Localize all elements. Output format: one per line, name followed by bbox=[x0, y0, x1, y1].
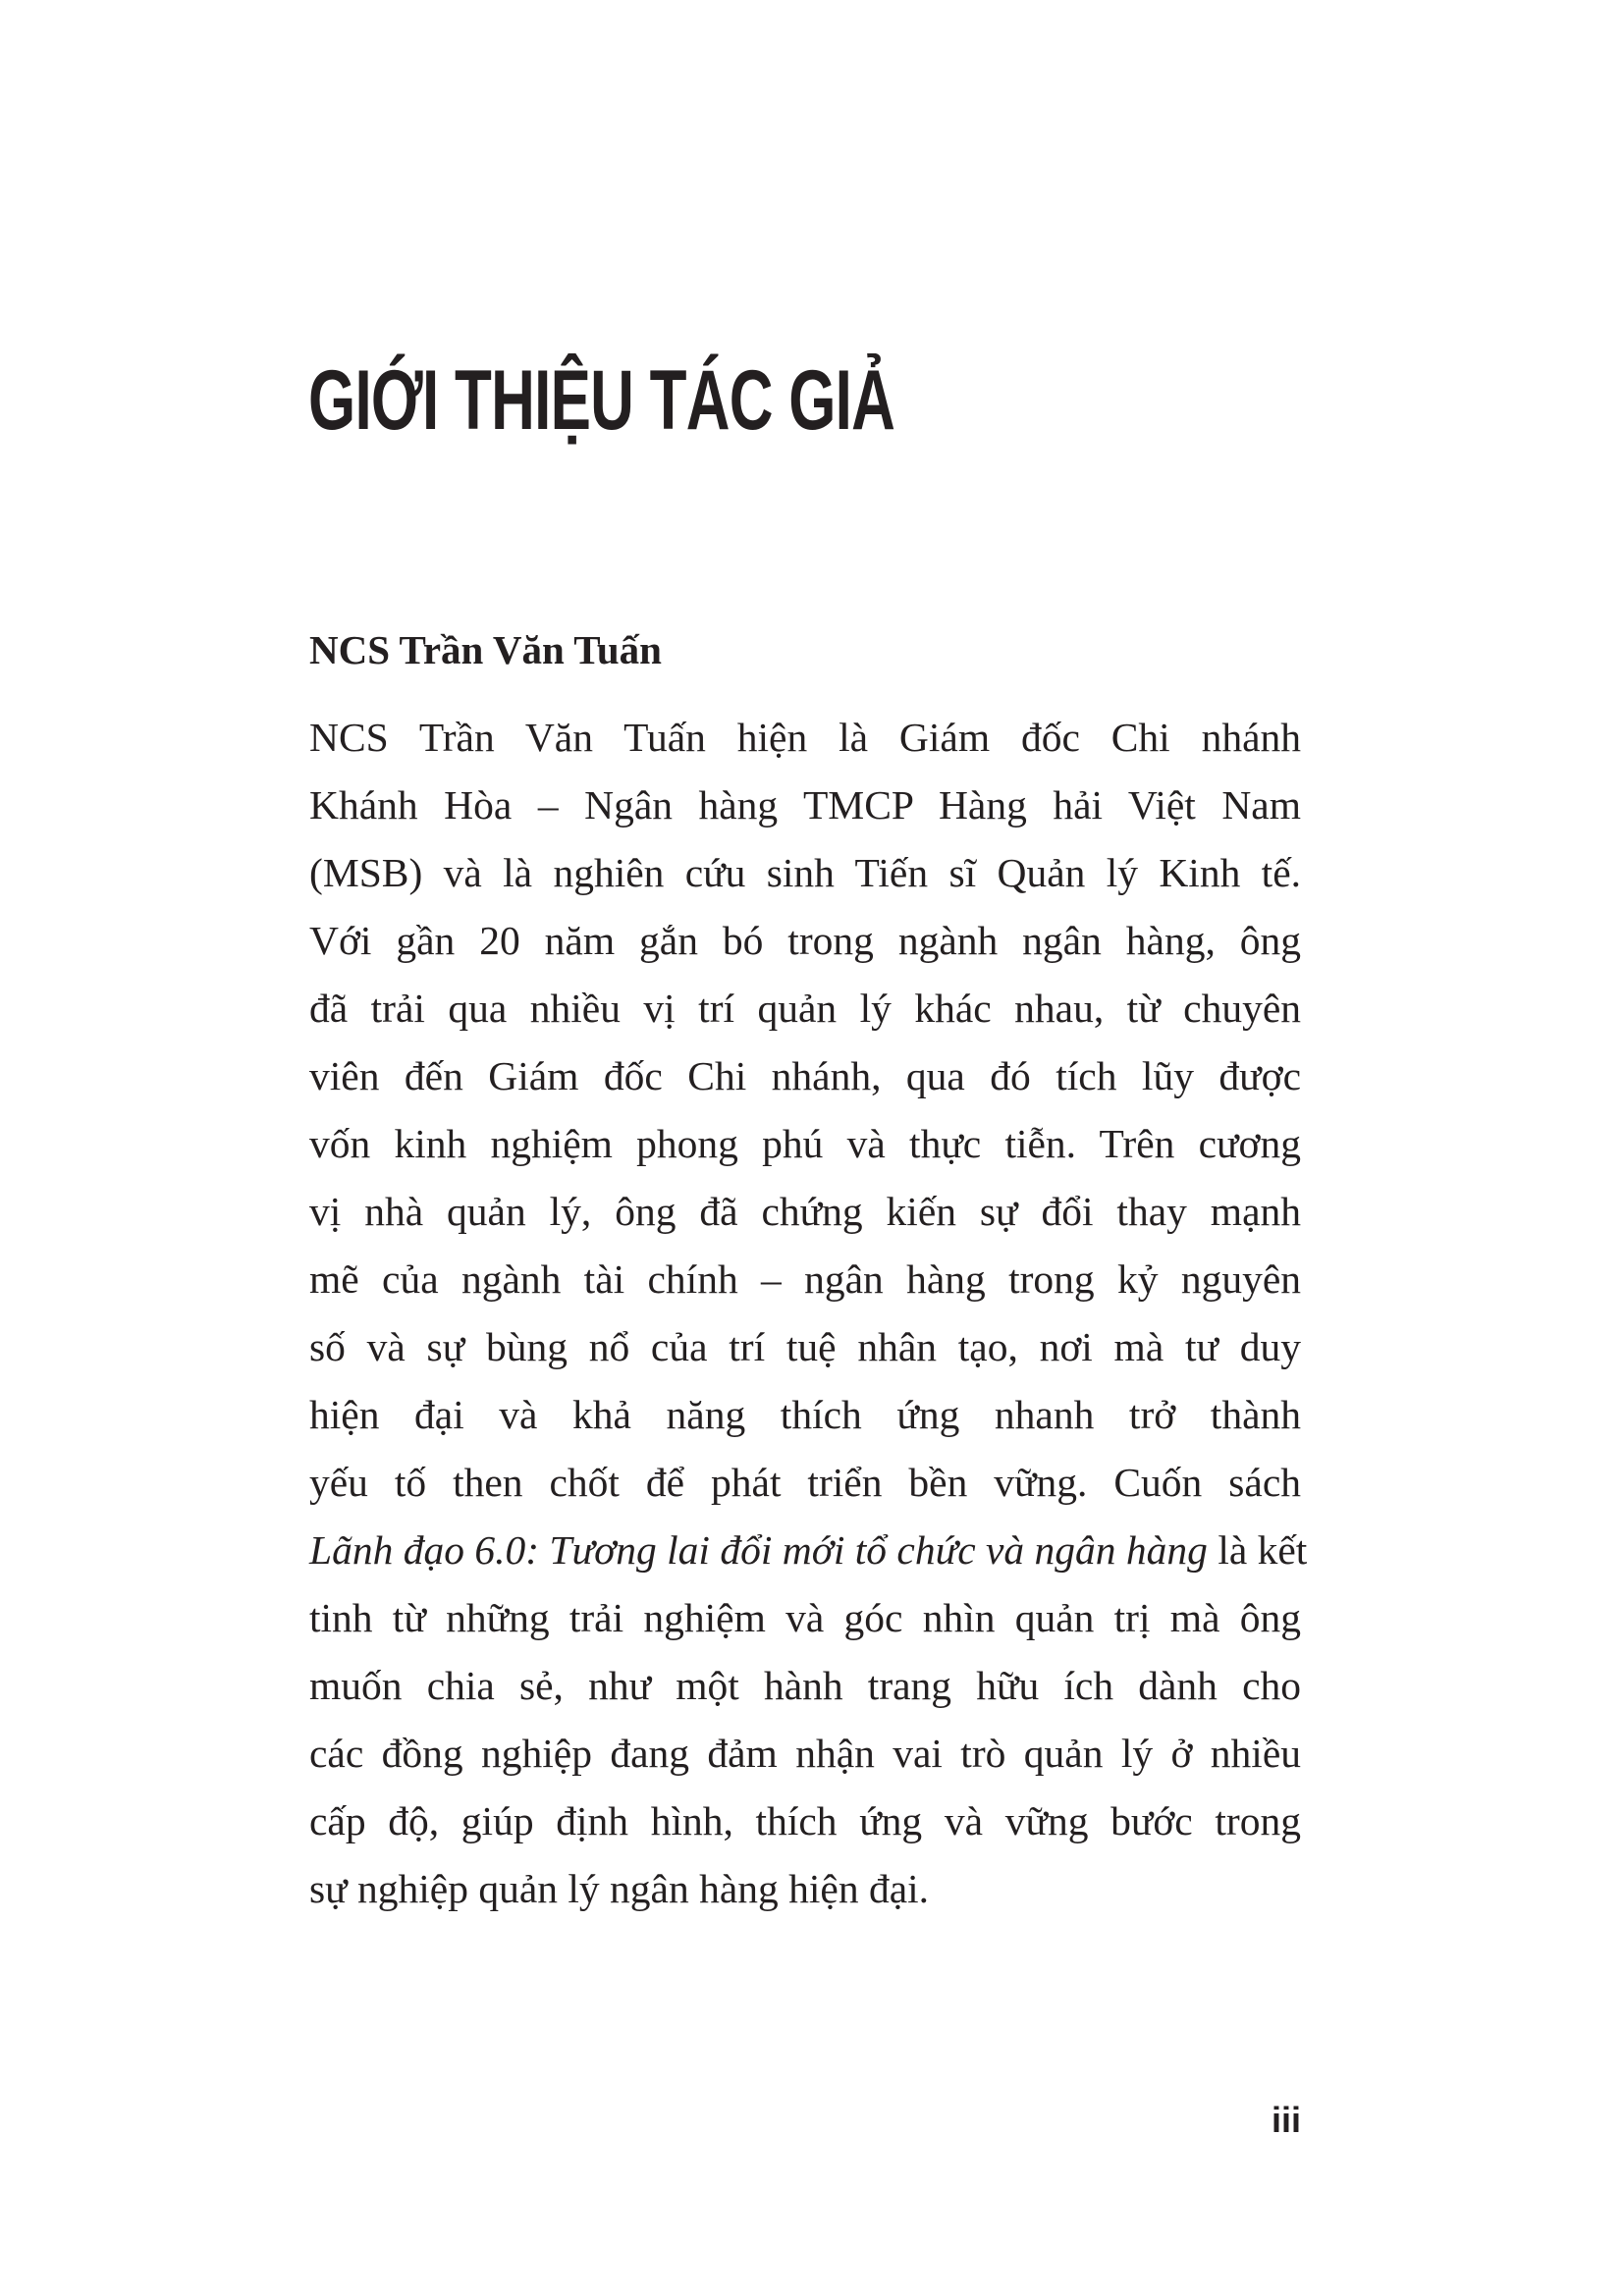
bio-line: Khánh Hòa – Ngân hàng TMCP Hàng hải Việt Nam bbox=[309, 782, 1301, 828]
bio-line: muốn chia sẻ, như một hành trang hữu ích dành cho bbox=[309, 1663, 1301, 1708]
bio-line: viên đến Giám đốc Chi nhánh, qua đó tích lũy được bbox=[309, 1053, 1301, 1098]
book-title: Lãnh đạo 6.0: Tương lai đổi mới tổ chức và ngân hàng bbox=[309, 1527, 1208, 1573]
bio-line: các đồng nghiệp đang đảm nhận vai trò quản lý ở nhiều bbox=[309, 1731, 1301, 1776]
bio-line: số và sự bùng nổ của trí tuệ nhân tạo, nơi mà tư duy bbox=[309, 1324, 1301, 1369]
bio-line: đã trải qua nhiều vị trí quản lý khác nhau, từ chuyên bbox=[309, 986, 1301, 1031]
bio-line: hiện đại và khả năng thích ứng nhanh trở thành bbox=[309, 1392, 1301, 1437]
author-name: NCS Trần Văn Tuấn bbox=[309, 627, 662, 672]
bio-line: Với gần 20 năm gắn bó trong ngành ngân hàng, ông bbox=[309, 918, 1301, 963]
book-title-suffix: là kết bbox=[1207, 1527, 1308, 1573]
bio-line-book-title bbox=[309, 1517, 1308, 1584]
bio-line: tinh từ những trải nghiệm và góc nhìn quản trị mà ông bbox=[309, 1595, 1301, 1640]
bio-line: yếu tố then chốt để phát triển bền vững. Cuốn sách bbox=[309, 1460, 1301, 1505]
author-biography bbox=[309, 704, 1308, 1923]
page-title: GIỚI THIỆU TÁC GIẢ bbox=[308, 353, 895, 448]
bio-line: sự nghiệp quản lý ngân hàng hiện đại. bbox=[309, 1866, 930, 1911]
bio-line: (MSB) và là nghiên cứu sinh Tiến sĩ Quản lý Kinh tế. bbox=[309, 850, 1301, 895]
bio-line: cấp độ, giúp định hình, thích ứng và vững bước trong bbox=[309, 1798, 1301, 1843]
bio-line: mẽ của ngành tài chính – ngân hàng trong kỷ nguyên bbox=[309, 1256, 1301, 1302]
bio-line: vốn kinh nghiệm phong phú và thực tiễn. Trên cương bbox=[309, 1121, 1301, 1166]
page-number: iii bbox=[1271, 2100, 1301, 2140]
bio-line: vị nhà quản lý, ông đã chứng kiến sự đổi thay mạnh bbox=[309, 1189, 1301, 1234]
bio-line: NCS Trần Văn Tuấn hiện là Giám đốc Chi nhánh bbox=[309, 715, 1301, 760]
